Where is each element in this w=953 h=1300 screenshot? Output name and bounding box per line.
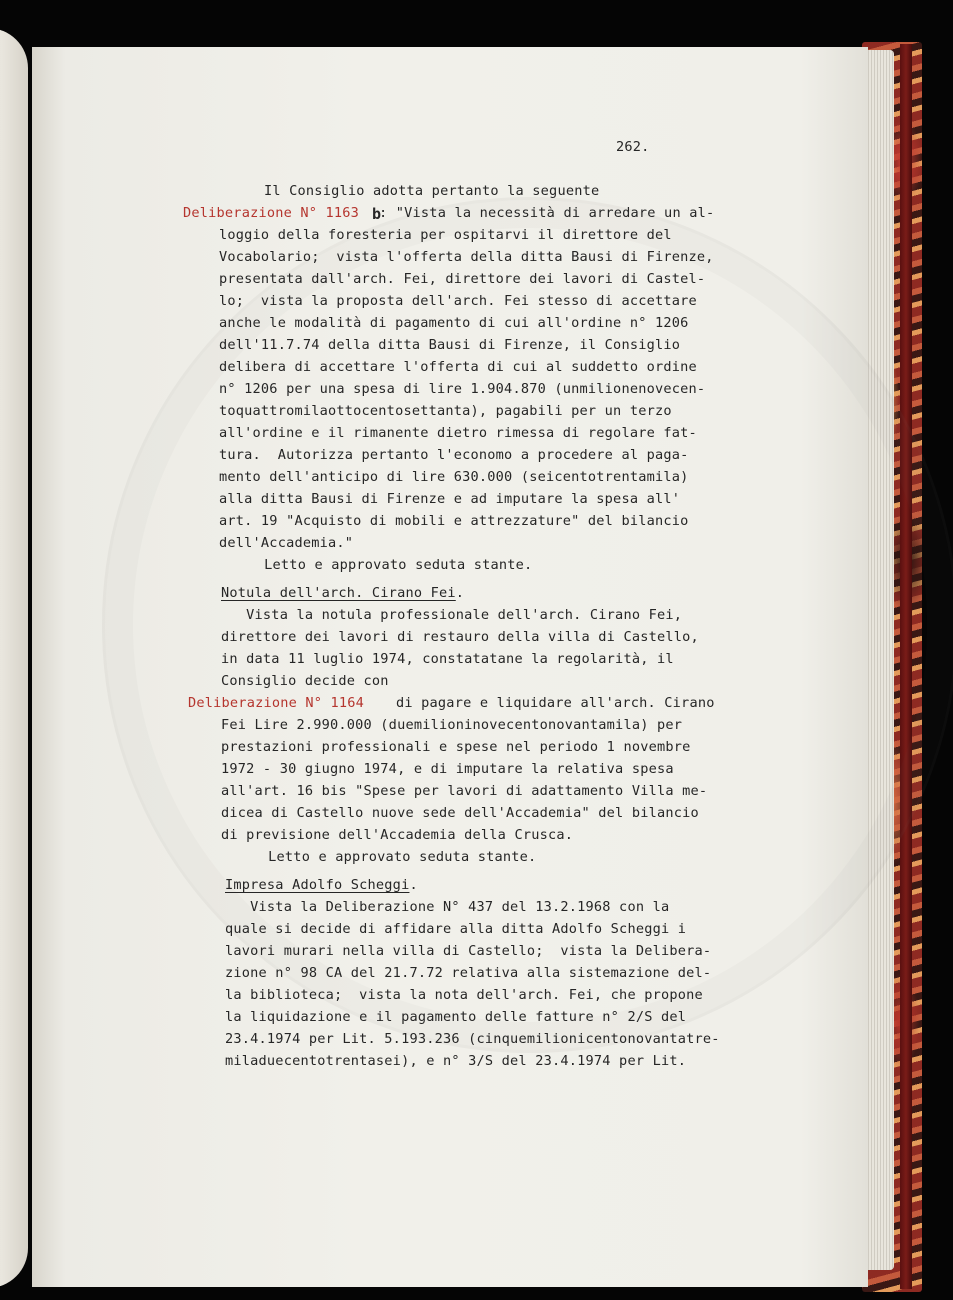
delib2-line-3: all'art. 16 bis "Spese per lavori di adattamento Villa me- [221,783,708,799]
delib1-line-3: presentata dall'arch. Fei, direttore dei lavori di Castel- [219,271,706,287]
delib1-line-2: Vocabolario; vista l'offerta della ditta Bausi di Firenze, [219,249,714,265]
delib1-line-14: art. 19 "Acquisto di mobili e attrezzature" del bilancio [219,513,689,529]
section3-line-7: miladuecentotrentasei), e n° 3/S del 23.4.1974 per Lit. [225,1053,687,1069]
cover-binding-edge [900,44,912,1289]
delib1-line-13: alla ditta Bausi di Firenze e ad imputare la spesa all' [219,491,681,507]
section3-heading [225,877,418,893]
delib1-line-4: lo; vista la proposta dell'arch. Fei stesso di accettare [219,293,697,309]
section2-line-3: Consiglio decide con [221,673,389,689]
delib1-line-15: dell'Accademia." [219,535,354,551]
delib2-first-line: di pagare e liquidare all'arch. Cirano [396,695,715,711]
section2-line-2: in data 11 luglio 1974, constatatane la regolarità, il [221,651,674,667]
section3-line-2: lavori murari nella villa di Castello; vista la Delibera- [225,943,712,959]
section2-heading-text: Notula dell'arch. Cirano Fei [221,585,456,601]
delib2-line-5: di previsione dell'Accademia della Crusca. [221,827,574,843]
delib2-approval: Letto e approvato seduta stante. [243,849,537,865]
delib1-line-9: toquattromilaottocentosettanta), pagabili per un terzo [219,403,672,419]
section3-line-3: zione n° 98 CA del 21.7.72 relativa alla sistemazione del- [225,965,712,981]
delib2-line-1: prestazioni professionali e spese nel periodo 1 novembre [221,739,691,755]
section3-heading-text: Impresa Adolfo Scheggi [225,877,410,893]
section3-line-4: la biblioteca; vista la nota dell'arch. Fei, che propone [225,987,703,1003]
delib1-line-8: n° 1206 per una spesa di lire 1.904.870 (unmilionenovecen- [219,381,706,397]
section3-line-1: quale si decide di affidare alla ditta Adolfo Scheggi i [225,921,687,937]
section3-heading-end: . [409,877,418,893]
delib1-line-11: tura. Autorizza pertanto l'economo a procedere al paga- [219,447,689,463]
section3-line-5: la liquidazione e il pagamento delle fatture n° 2/S del [225,1009,687,1025]
delib1-line-7: delibera di accettare l'offerta di cui al suddetto ordine [219,359,697,375]
delib1-approval: Letto e approvato seduta stante. [239,557,533,573]
section3-line-0: Vista la Deliberazione N° 437 del 13.2.1968 con la [225,899,670,915]
delib1-line-0: : "Vista la necessità di arredare un al- [379,205,715,221]
previous-page-edge [0,28,28,1288]
section2-heading [221,585,464,601]
delib1-line-6: dell'11.7.74 della ditta Bausi di Firenze, il Consiglio [219,337,681,353]
section3-line-6: 23.4.1974 per Lit. 5.193.236 (cinquemilionicentonovantatre- [225,1031,720,1047]
page-stack-edge [866,50,894,1270]
section2-heading-end: . [455,585,465,601]
handwritten-b-mark: b [372,205,382,223]
section2-line-0: Vista la notula professionale dell'arch. Cirano Fei, [221,607,683,623]
delib2-line-4: dicea di Castello nuove sede dell'Accademia" del bilancio [221,805,699,821]
delib1-line-12: mento dell'anticipo di lire 630.000 (seicentotrentamila) [219,469,689,485]
delib2-line-0: Fei Lire 2.990.000 (duemilioninovecentonovantamila) per [221,717,683,733]
delib1-line-1: loggio della foresteria per ospitarvi il direttore del [219,227,672,243]
delib1-line-5: anche le modalità di pagamento di cui all'ordine n° 1206 [219,315,689,331]
deliberation-1163-label: Deliberazione N° 1163 [183,205,360,221]
intro-line: Il Consiglio adotta pertanto la seguente [264,183,600,199]
delib2-line-2: 1972 - 30 giugno 1974, e di imputare la relativa spesa [221,761,674,777]
delib1-line-10: all'ordine e il rimanente dietro rimessa di regolare fat- [219,425,697,441]
deliberation-1164-label: Deliberazione N° 1164 [188,695,365,711]
section2-line-1: direttore dei lavori di restauro della villa di Castello, [221,629,699,645]
page-number: 262. [616,139,650,155]
